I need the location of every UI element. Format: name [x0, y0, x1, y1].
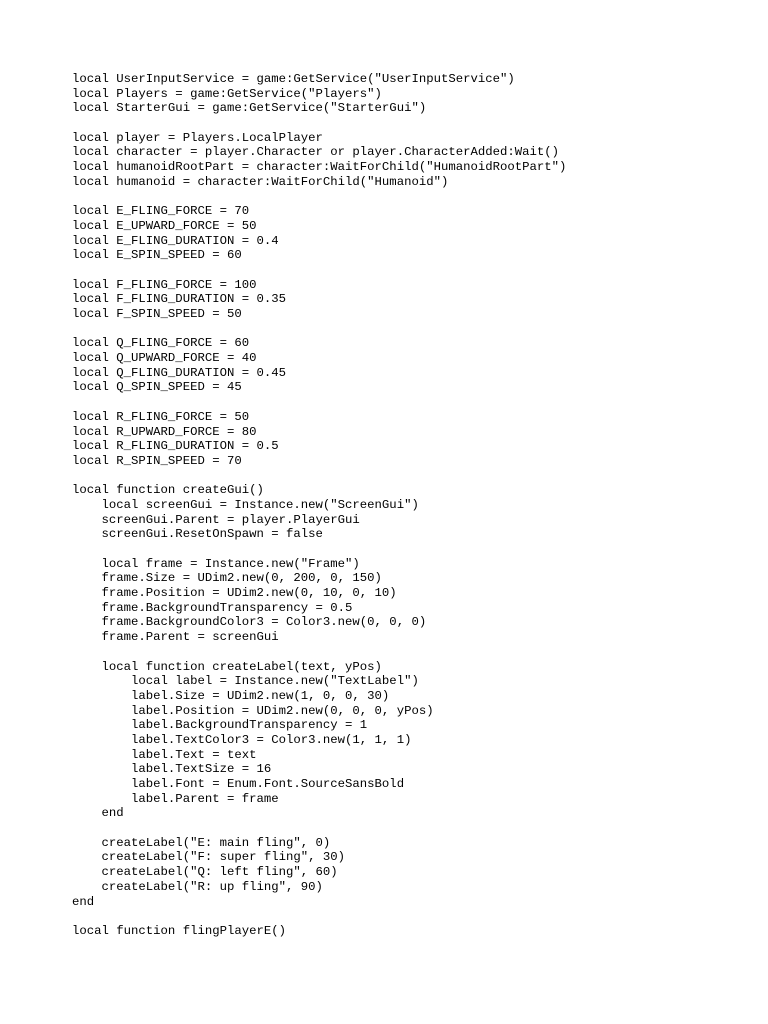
code-line: frame.BackgroundTransparency = 0.5	[72, 600, 353, 615]
code-line: label.TextColor3 = Color3.new(1, 1, 1)	[72, 732, 412, 747]
code-line: screenGui.ResetOnSpawn = false	[72, 527, 323, 542]
code-line: local StarterGui = game:GetService("StarterGui")	[72, 101, 427, 116]
code-line: local Q_UPWARD_FORCE = 40	[72, 351, 257, 366]
code-line: label.Font = Enum.Font.SourceSansBold	[72, 777, 405, 791]
code-line	[72, 542, 752, 557]
code-line: local R_FLING_DURATION = 0.5	[72, 439, 279, 454]
code-line: local Q_FLING_FORCE = 60	[72, 336, 250, 351]
code-line: label.Position = UDim2.new(0, 0, 0, yPos)	[72, 703, 434, 718]
code-line: frame.Parent = screenGui	[72, 630, 279, 645]
code-block	[72, 72, 752, 939]
code-line: local frame = Instance.new("Frame")	[72, 556, 360, 571]
code-line: local function createLabel(text, yPos)	[72, 659, 382, 674]
code-line: label.Parent = frame	[72, 791, 279, 806]
code-line	[72, 395, 752, 410]
code-line: createLabel("E: main fling", 0)	[72, 835, 331, 850]
code-line: end	[72, 894, 95, 909]
code-line: local function flingPlayerE()	[72, 923, 287, 938]
code-line	[72, 645, 752, 660]
code-line: local R_UPWARD_FORCE = 80	[72, 424, 257, 439]
code-line: local Q_SPIN_SPEED = 45	[72, 380, 242, 395]
code-line	[72, 116, 752, 131]
code-line: local label = Instance.new("TextLabel")	[72, 674, 419, 689]
code-line: local F_SPIN_SPEED = 50	[72, 307, 242, 321]
code-line: local function createGui()	[72, 483, 264, 498]
code-line	[72, 190, 752, 205]
code-line: local E_FLING_DURATION = 0.4	[72, 233, 279, 248]
code-line: end	[72, 806, 124, 821]
code-line: local humanoid = character:WaitForChild("Humanoid")	[72, 174, 449, 189]
code-line: label.Text = text	[72, 747, 257, 762]
code-line: local R_FLING_FORCE = 50	[72, 409, 250, 424]
code-line: frame.Position = UDim2.new(0, 10, 0, 10)	[72, 586, 397, 601]
code-line: label.TextSize = 16	[72, 762, 272, 777]
code-line: local R_SPIN_SPEED = 70	[72, 453, 242, 468]
code-line: local player = Players.LocalPlayer	[72, 130, 323, 145]
code-line: frame.Size = UDim2.new(0, 200, 0, 150)	[72, 571, 382, 586]
code-line: local F_FLING_DURATION = 0.35	[72, 292, 287, 307]
code-line: local E_SPIN_SPEED = 60	[72, 248, 242, 263]
code-line: local humanoidRootPart = character:WaitForChild("HumanoidRootPart")	[72, 160, 567, 175]
code-line	[72, 263, 752, 278]
code-line: screenGui.Parent = player.PlayerGui	[72, 512, 360, 527]
code-line: label.BackgroundTransparency = 1	[72, 718, 368, 733]
code-line: local E_FLING_FORCE = 70	[72, 204, 250, 219]
code-line: local screenGui = Instance.new("ScreenGui")	[72, 497, 419, 512]
code-line: local character = player.Character or player.CharacterAdded:Wait()	[72, 145, 560, 160]
code-line: createLabel("R: up fling", 90)	[72, 879, 323, 894]
code-line: local F_FLING_FORCE = 100	[72, 277, 257, 292]
code-line: label.Size = UDim2.new(1, 0, 0, 30)	[72, 688, 390, 703]
code-line: local E_UPWARD_FORCE = 50	[72, 218, 257, 233]
code-line	[72, 821, 752, 836]
code-line: local Q_FLING_DURATION = 0.45	[72, 365, 287, 380]
code-line	[72, 909, 752, 924]
code-line	[72, 469, 752, 484]
code-line: local Players = game:GetService("Players")	[72, 86, 382, 101]
code-line	[72, 322, 752, 337]
code-line: local UserInputService = game:GetService("UserInputService")	[72, 72, 515, 86]
code-line: createLabel("Q: left fling", 60)	[72, 865, 338, 880]
code-line: createLabel("F: super fling", 30)	[72, 850, 346, 865]
code-line: frame.BackgroundColor3 = Color3.new(0, 0, 0)	[72, 615, 427, 630]
